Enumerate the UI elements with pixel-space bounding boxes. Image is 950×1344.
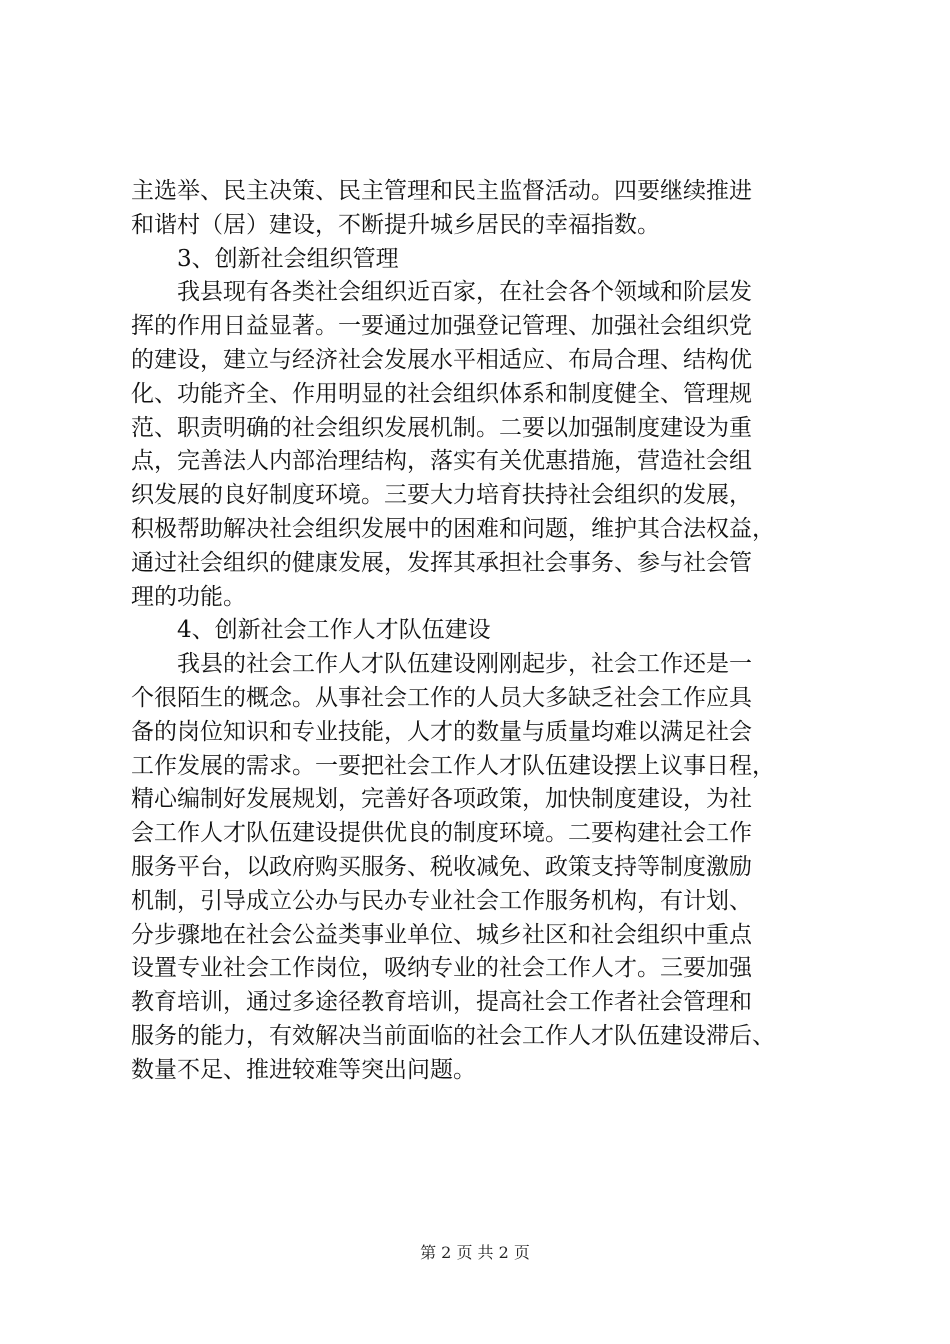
section-heading: 3、创新社会组织管理 xyxy=(131,245,399,272)
document-body xyxy=(131,175,831,1088)
page-number: 第 2 页 共 2 页 xyxy=(420,1243,530,1262)
text-line: 个很陌生的概念。从事社会工作的人员大多缺乏社会工作应具 xyxy=(131,684,752,711)
text-line: 挥的作用日益显著。一要通过加强登记管理、加强社会组织党 xyxy=(131,313,752,340)
text-line: 工作发展的需求。一要把社会工作人才队伍建设摆上议事日程， xyxy=(131,752,775,779)
text-line: 范、职责明确的社会组织发展机制。二要以加强制度建设为重 xyxy=(131,414,752,441)
text-line: 积极帮助解决社会组织发展中的困难和问题，维护其合法权益， xyxy=(131,515,775,542)
section-heading: 4、创新社会工作人才队伍建设 xyxy=(131,617,491,644)
text-line: 会工作人才队伍建设提供优良的制度环境。二要构建社会工作 xyxy=(131,820,752,847)
text-line: 备的岗位知识和专业技能，人才的数量与质量均难以满足社会 xyxy=(131,718,752,745)
text-line: 服务的能力，有效解决当前面临的社会工作人才队伍建设滞后、 xyxy=(131,1022,775,1049)
text-line: 数量不足、推进较难等突出问题。 xyxy=(131,1056,476,1083)
text-line: 服务平台，以政府购买服务、税收减免、政策支持等制度激励 xyxy=(131,853,752,880)
text-line: 我县的社会工作人才队伍建设刚刚起步，社会工作还是一 xyxy=(131,651,752,678)
page-footer xyxy=(0,1243,950,1263)
text-line: 和谐村（居）建设，不断提升城乡居民的幸福指数。 xyxy=(131,211,660,238)
text-line: 机制，引导成立公办与民办专业社会工作服务机构，有计划、 xyxy=(131,887,752,914)
text-line: 精心编制好发展规划，完善好各项政策，加快制度建设，为社 xyxy=(131,786,752,813)
text-line: 理的功能。 xyxy=(131,583,246,610)
text-line: 的建设，建立与经济社会发展水平相适应、布局合理、结构优 xyxy=(131,346,752,373)
text-line: 点，完善法人内部治理结构，落实有关优惠措施，营造社会组 xyxy=(131,448,752,475)
text-line: 分步骤地在社会公益类事业单位、城乡社区和社会组织中重点 xyxy=(131,921,752,948)
text-line: 教育培训，通过多途径教育培训，提高社会工作者社会管理和 xyxy=(131,989,752,1016)
text-line: 设置专业社会工作岗位，吸纳专业的社会工作人才。三要加强 xyxy=(131,955,752,982)
text-line: 织发展的良好制度环境。三要大力培育扶持社会组织的发展， xyxy=(131,482,752,509)
text-line: 主选举、民主决策、民主管理和民主监督活动。四要继续推进 xyxy=(131,178,752,204)
text-line: 通过社会组织的健康发展，发挥其承担社会事务、参与社会管 xyxy=(131,549,752,576)
text-line: 我县现有各类社会组织近百家，在社会各个领域和阶层发 xyxy=(131,279,752,306)
text-line: 化、功能齐全、作用明显的社会组织体系和制度健全、管理规 xyxy=(131,380,752,407)
